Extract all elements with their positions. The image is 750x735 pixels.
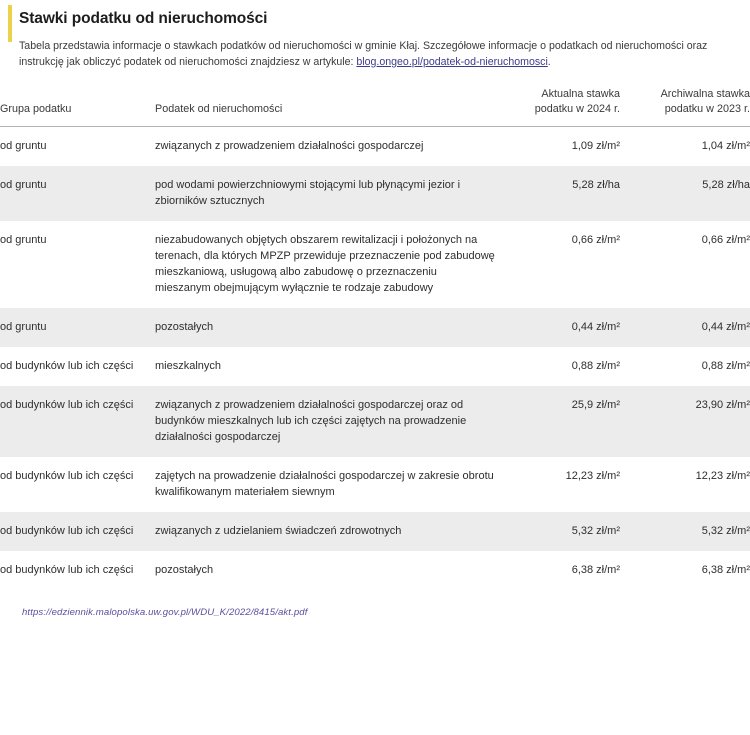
cell-description: mieszkalnych: [155, 360, 222, 372]
cell-archive-rate: 23,90 zł/m²: [695, 399, 750, 411]
table-row: [0, 347, 750, 386]
table-row: [0, 551, 750, 590]
cell-tax-group: od gruntu: [0, 140, 47, 152]
table-row: [0, 221, 750, 308]
cell-description: zajętych na prowadzenie działalności gospodarczej w zakresie obrotu kwalifikowanym materiałem siewnym: [155, 470, 494, 498]
cell-tax-group: od budynków lub ich części: [0, 360, 134, 372]
cell-tax-group: od budynków lub ich części: [0, 525, 134, 537]
cell-description: niezabudowanych objętych obszarem rewitalizacji i położonych na terenach, dla których MPZP przewiduje przeznaczenie pod zabudowę mieszkaniową, usługową albo zabudowę o przeznaczeniu mieszanym obejmującym wyłącznie te rodzaje zabudowy: [155, 234, 495, 294]
cell-description: pozostałych: [155, 564, 214, 576]
cell-archive-rate: 12,23 zł/m²: [695, 470, 750, 482]
cell-description: związanych z udzielaniem świadczeń zdrowotnych: [155, 525, 402, 537]
cell-tax-group: od gruntu: [0, 179, 47, 191]
cell-tax-group: od budynków lub ich części: [0, 564, 134, 576]
archive-rate-header-line1: Archiwalna stawka: [660, 88, 750, 100]
cell-current-rate: 1,09 zł/m²: [571, 140, 620, 152]
cell-current-rate: 5,28 zł/ha: [572, 179, 620, 191]
title-accent-bar: [8, 5, 12, 42]
current-rate-header-line1: Aktualna stawka: [541, 88, 620, 100]
table-row: [0, 457, 750, 512]
cell-description: związanych z prowadzeniem działalności gospodarczej oraz od budynków mieszkalnych lub ich części zajętych na prowadzenie działalności gospodarczej: [155, 399, 467, 443]
table-row: [0, 512, 750, 551]
cell-archive-rate: 1,04 zł/m²: [701, 140, 750, 152]
cell-description: pozostałych: [155, 321, 214, 333]
cell-description: pod wodami powierzchniowymi stojącymi lub płynącymi jezior i zbiorników sztucznych: [155, 179, 461, 207]
cell-archive-rate: 0,44 zł/m²: [701, 321, 750, 333]
source-url-footer[interactable]: https://edziennik.malopolska.uw.gov.pl/WDU_K/2022/8415/akt.pdf: [22, 607, 308, 618]
page-title: Stawki podatku od nieruchomości: [19, 10, 268, 27]
column-header-description: Podatek od nieruchomości: [155, 87, 495, 127]
table-row: [0, 166, 750, 221]
document-header: [0, 0, 750, 70]
cell-archive-rate: 0,88 zł/m²: [701, 360, 750, 372]
blog-article-link[interactable]: blog.ongeo.pl/podatek-od-nieruchomosci: [356, 55, 548, 68]
column-header-current-rate: [495, 87, 620, 127]
cell-archive-rate: 6,38 zł/m²: [701, 564, 750, 576]
cell-archive-rate: 5,28 zł/ha: [702, 179, 750, 191]
cell-tax-group: od budynków lub ich części: [0, 470, 134, 482]
column-header-group: Grupa podatku: [0, 87, 155, 127]
cell-current-rate: 0,88 zł/m²: [571, 360, 620, 372]
cell-archive-rate: 5,32 zł/m²: [701, 525, 750, 537]
table-header: [0, 87, 750, 127]
table-row: [0, 127, 750, 167]
cell-tax-group: od budynków lub ich części: [0, 399, 134, 411]
cell-tax-group: od gruntu: [0, 321, 47, 333]
cell-current-rate: 5,32 zł/m²: [571, 525, 620, 537]
intro-paragraph: [19, 39, 735, 70]
archive-rate-header-line2: podatku w 2023 r.: [664, 103, 750, 115]
cell-current-rate: 25,9 zł/m²: [571, 399, 620, 411]
table-row: [0, 386, 750, 457]
table-row: [0, 308, 750, 347]
intro-text-after-link: .: [547, 55, 551, 68]
intro-text-before-link: Tabela przedstawia informacje o stawkach podatków od nieruchomości w gminie Kłaj. Szczegółowe informacje o podatkach od nieruchomości oraz instrukcję jak obliczyć podatek od nieruchomości znajdziesz w artykule:: [19, 40, 708, 68]
cell-description: związanych z prowadzeniem działalności gospodarczej: [155, 140, 424, 152]
table-header-row: [0, 87, 750, 127]
cell-archive-rate: 0,66 zł/m²: [701, 234, 750, 246]
cell-current-rate: 0,66 zł/m²: [571, 234, 620, 246]
table-body: [0, 127, 750, 591]
cell-current-rate: 0,44 zł/m²: [571, 321, 620, 333]
property-tax-rates-table: [0, 87, 750, 590]
cell-current-rate: 6,38 zł/m²: [571, 564, 620, 576]
column-header-archive-rate: [620, 87, 750, 127]
cell-tax-group: od gruntu: [0, 234, 47, 246]
current-rate-header-line2: podatku w 2024 r.: [534, 103, 620, 115]
cell-current-rate: 12,23 zł/m²: [565, 470, 620, 482]
